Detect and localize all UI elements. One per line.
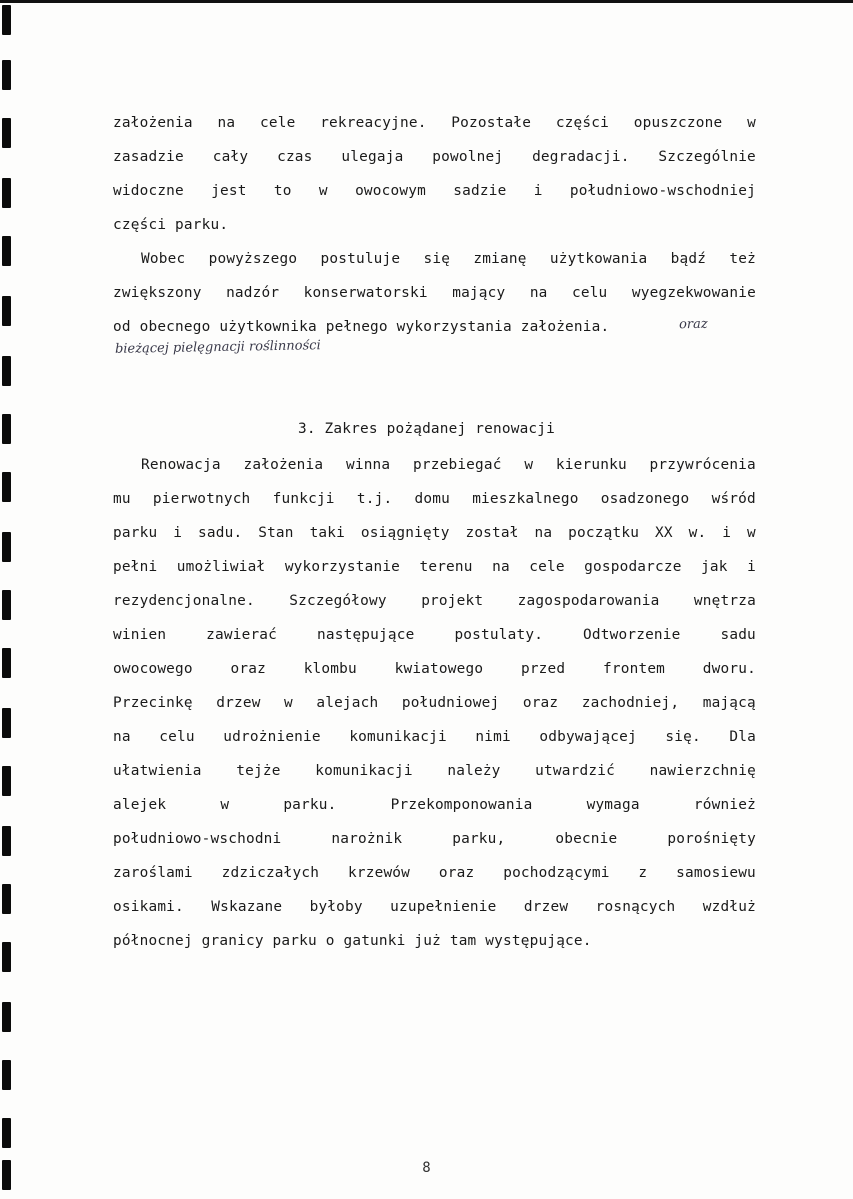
word: celu [571,285,608,301]
word: Szczegółowy [289,593,387,609]
word: cele [259,115,296,131]
word: oraz [438,865,475,881]
text-line [113,660,756,678]
word: założenia [243,457,324,473]
word: się. [665,729,701,745]
word: wymaga [586,797,640,813]
word: części [555,115,609,131]
word: początku [568,525,640,541]
word: mającą [702,695,756,711]
word: widoczne [113,183,184,199]
word: frontem [603,661,666,677]
word: zdziczałych [221,865,320,881]
text-line [113,694,756,712]
word: też [729,251,756,267]
word: Wskazane [211,899,283,915]
word: sadu [720,627,756,643]
word: owocowym [355,183,426,199]
word: zachodniej, [581,695,680,711]
word: i [747,559,756,575]
word: oraz [230,661,266,677]
word: w [284,695,293,711]
word: byłoby [309,899,363,915]
word: alejach [316,695,379,711]
word: nimi [475,729,511,745]
word: przywrócenia [649,457,756,473]
word: komunikacji [349,729,447,745]
word: mu [113,491,131,507]
text-line [141,250,756,268]
word: parku. [283,797,337,813]
word: pochodzącymi [503,865,610,881]
word: na [492,559,510,575]
word: Wobec [141,251,186,267]
text-line [113,524,756,542]
word: zaroślami [113,865,193,881]
word: w [747,115,756,131]
word: Renowacja [141,457,221,473]
word: osadzonego [600,491,690,507]
word: użytkowania [549,251,648,267]
word: rezydencjonalne. [113,593,255,609]
word: jest [211,183,247,199]
scan-top-edge [0,0,853,3]
word: wnętrza [693,593,756,609]
text-line [113,796,756,814]
text-line [113,558,756,576]
word: się [423,251,451,267]
word: postulaty. [454,627,544,643]
word: pierwotnych [152,491,251,507]
word: narożnik [331,831,403,847]
word: kierunku [555,457,627,473]
handwritten-annotation: oraz [678,316,708,333]
handwritten-annotation: bieżącej pielęgnacji roślinności [114,338,321,357]
word: odbywającej [539,729,637,745]
word: tejże [236,763,281,779]
word: bądź [670,251,707,267]
word: na [529,285,548,301]
word: i [722,525,732,541]
word: założenia [113,115,193,131]
word: rekreacyjne. [320,115,427,131]
word: gospodarcze [584,559,682,575]
word: komunikacji [315,763,413,779]
word: to [273,183,292,199]
word: drzew [216,695,261,711]
word: projekt [421,593,484,609]
text-line [113,490,756,508]
word: sadzie [453,183,507,199]
text-line [113,762,756,780]
word: i [173,525,183,541]
text-line [113,148,756,166]
word: mieszkalnego [472,491,579,507]
word: nadzór [226,285,280,301]
word: ulegaja [341,149,404,165]
word: pełni [113,559,158,575]
word: i [533,183,543,199]
word: południowo-wschodni [113,831,282,847]
word: dworu. [702,661,756,677]
word: mający [452,285,506,301]
text-line: części parku. [113,217,229,233]
word: terenu [419,559,473,575]
text-line: od obecnego użytkownika pełnego wykorzystania założenia. [113,319,610,335]
word: domu [414,491,450,507]
word: na [534,525,553,541]
word: również [693,797,756,813]
word: następujące [316,627,415,643]
word: alejek [113,797,167,813]
word: w [318,183,328,199]
word: na [217,115,236,131]
word: powyższego [208,251,298,267]
word: obecnie [555,831,618,847]
word: Pozostałe [451,115,532,131]
word: osiągnięty [360,525,450,541]
text-line [113,592,756,610]
word: sadu. [197,525,243,541]
word: samosiewu [676,865,756,881]
word: cały [212,149,249,165]
word: wykorzystanie [284,559,401,575]
text-line [113,898,756,916]
word: wśród [711,491,756,507]
word: południowej [401,695,500,711]
word: uzupełnienie [390,899,497,915]
word: cele [529,559,565,575]
word: XX [654,525,673,541]
word: Przekomponowania [390,797,533,813]
word: utwardzić [535,763,615,779]
word: porośnięty [667,831,756,847]
word: Odtworzenie [583,627,681,643]
word: funkcji [272,491,335,507]
word: zmianę [473,251,527,267]
word: w [746,525,756,541]
word: owocowego [113,661,193,677]
word: parku [113,525,158,541]
word: przed [520,661,566,677]
word: oraz [522,695,559,711]
word: ułatwienia [113,763,202,779]
word: winna [345,457,391,473]
text-line [113,626,756,644]
word: degradacji. [532,149,630,165]
word: krzewów [347,865,411,881]
word: w. [688,525,707,541]
word: Szczególnie [658,149,756,165]
text-line [113,830,756,848]
word: umożliwiał [176,559,266,575]
word: czas [277,149,313,165]
text-line [113,284,756,302]
text-line [113,728,756,746]
word: klombu [303,661,357,677]
word: powolnej [432,149,504,165]
text-line [113,114,756,132]
word: zawierać [206,627,278,643]
word: wzdłuż [702,899,756,915]
binding-holes [0,0,20,1199]
page-number: 8 [422,1160,431,1176]
text-line [141,456,756,474]
word: taki [309,525,346,541]
word: zagospodarowania [517,593,660,609]
word: drzew [523,899,569,915]
word: Przecinkę [113,695,193,711]
word: winien [113,627,167,643]
word: postuluje [320,251,401,267]
word: kwiatowego [394,661,484,677]
word: konserwatorski [303,285,428,301]
word: wyegzekwowanie [631,285,756,301]
word: Dla [729,729,756,745]
word: osikami. [113,899,184,915]
word: zasadzie [113,149,184,165]
word: przebiegać [413,457,502,473]
word: t.j. [356,491,393,507]
text-line [113,864,756,882]
word: z [638,865,648,881]
word: celu [159,729,195,745]
word: południowo-wschodniej [569,183,756,199]
word: na [113,729,131,745]
word: Stan [258,525,294,541]
word: został [465,525,519,541]
section-heading: 3. Zakres pożądanej renowacji [297,421,556,437]
text-line [113,182,756,200]
word: rosnących [595,899,676,915]
word: jak [701,559,728,575]
word: opuszczone [633,115,723,131]
text-line: północnej granicy parku o gatunki już tam występujące. [113,933,592,949]
word: w [524,457,534,473]
word: należy [447,763,501,779]
word: zwiększony [113,285,202,301]
word: nawierzchnię [649,763,756,779]
word: parku, [452,831,506,847]
word: udrożnienie [223,729,321,745]
word: w [220,797,230,813]
